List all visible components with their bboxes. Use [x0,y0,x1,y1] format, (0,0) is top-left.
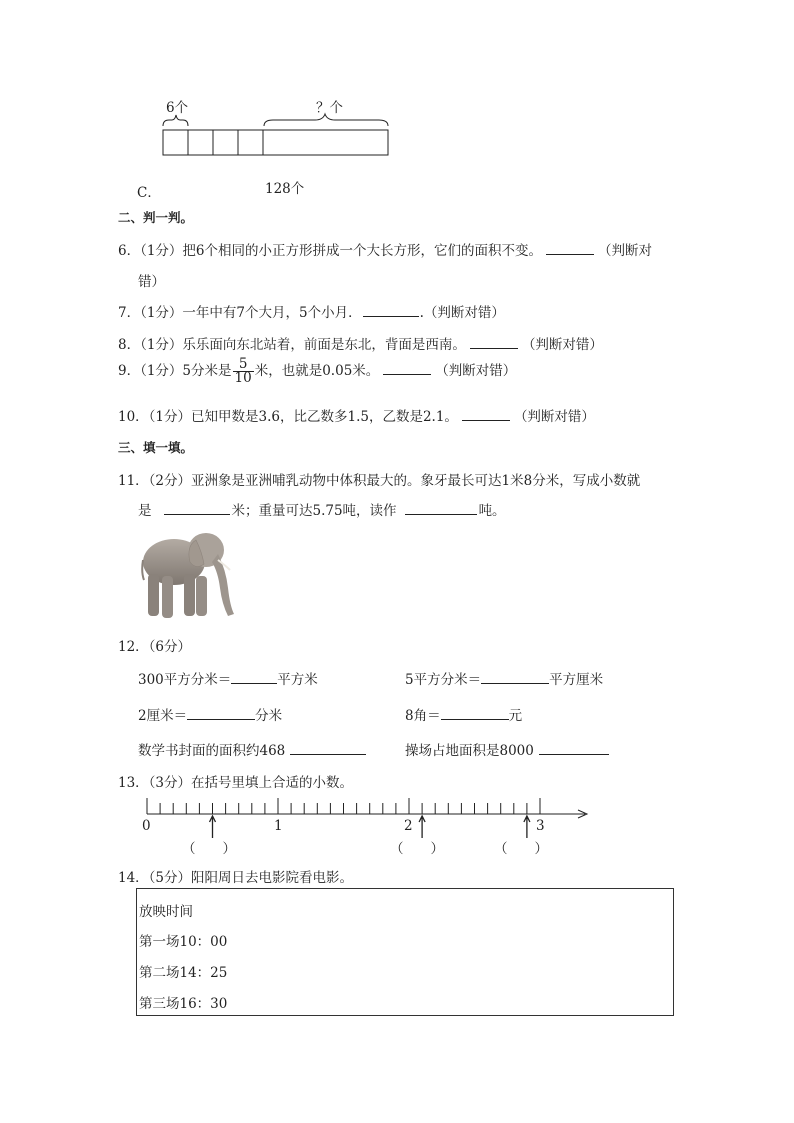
q11-line1: 11．（2分）亚洲象是亚洲哺乳动物中体积最大的。象牙最长可达1米8分米，写成小数就 [118,473,641,489]
q9-fraction [233,358,254,385]
number-line-markers [210,816,530,838]
q6-tail: （判断对 [598,243,653,259]
q9-tail: （判断对错） [435,363,517,379]
q9-denominator: 10 [234,370,252,386]
q5-top-label: 6个 [166,100,189,116]
q12-r3-right [405,739,609,759]
q7-tail: .（判断对错） [419,305,505,321]
bar-outline [163,130,388,155]
q13-title: 13．（3分）在括号里填上合适的小数。 [118,775,354,791]
schedule-title: 放映时间 [139,904,193,920]
schedule-row: 第一场10：00 [139,934,228,950]
q8-text: 8．（1分）乐乐面向东北站着，前面是东北，背面是西南。 [118,337,466,353]
q12-r2-right-unit: 元 [508,708,523,724]
q12-blank-3[interactable] [187,705,255,720]
small-brace [163,115,188,126]
large-brace [264,114,388,126]
q12-r1-left-text: 300平方分米＝ [138,672,232,688]
q12-blank-5[interactable] [290,740,366,755]
q12-r1-right [405,668,603,688]
q12-r1-right-text: 5平方分米＝ [405,672,482,688]
q8 [118,333,603,353]
q12-r2-left-text: 2厘米＝ [138,708,188,724]
q11-line2 [138,499,506,519]
q7-text: 7．（1分）一年中有7个大月，5个小月． [118,305,362,321]
q10-blank[interactable] [462,406,510,421]
q12-r2-left-unit: 分米 [255,708,283,724]
q9-blank[interactable] [383,360,431,375]
schedule-row: 第三场16：30 [139,996,228,1012]
q6-line1 [118,239,652,259]
q12-r1-left-unit: 平方米 [277,672,318,688]
q9-numerator: 5 [233,358,254,372]
q8-blank[interactable] [470,334,518,349]
section3-title: 三、填一填。 [118,440,194,455]
q11-text-b: 米；重量可达5.75吨，读作 [231,503,397,519]
q12-blank-4[interactable] [441,705,509,720]
q6-blank[interactable] [546,240,594,255]
position-arrow [524,816,530,838]
q12-blank-1[interactable] [231,669,277,684]
q12-r3-left [138,739,366,759]
q12-title: 12．（6分） [118,639,192,655]
number-line-ticks [147,798,540,814]
position-arrow [419,816,425,838]
q9-pre: 9．（1分）5分米是 [118,363,232,379]
q11-text-c: 吨。 [478,503,506,519]
q12-r3-right-text: 操场占地面积是8000 [405,743,534,759]
q12-r1-right-unit: 平方厘米 [549,672,604,688]
q5-bar-svg [155,112,400,164]
q12-blank-2[interactable] [481,669,549,684]
q12-r1-left [138,668,318,688]
q12-r2-right [405,704,522,724]
q5-unknown-label: ？个 [316,100,343,116]
q10-tail: （判断对错） [513,409,595,425]
section2-title: 二、判一判。 [118,210,194,225]
answer-paren-1[interactable]: （ ） [182,841,236,857]
q9-post: 米，也就是0.05米。 [254,363,380,379]
q5-total-label: 128个 [265,181,305,197]
schedule-box [136,888,674,1016]
answer-paren-2[interactable]: （ ） [390,841,444,857]
answer-paren-3[interactable]: （ ） [494,841,548,857]
q11-blank-1[interactable] [164,500,230,515]
q6-line2: 错） [138,274,165,290]
number-line-label-2: 2 [404,818,413,834]
q5-option-label: C． [137,185,161,201]
q12-r2-right-text: 8角＝ [405,708,441,724]
q10-text: 10．（1分）已知甲数是3.6，比乙数多1.5，乙数是2.1。 [118,409,458,425]
q12-r2-left [138,704,282,724]
number-line-label-1: 1 [274,818,283,834]
q10 [118,405,595,425]
q11-blank-2[interactable] [405,500,477,515]
q9 [118,358,516,385]
elephant-image [140,526,240,622]
number-line-label-0: 0 [142,818,151,834]
q6-text: 6．（1分）把6个相同的小正方形拼成一个大长方形，它们的面积不变。 [118,243,543,259]
schedule-row: 第二场14：25 [139,965,228,981]
number-line-label-3: 3 [536,818,545,834]
q8-tail: （判断对错） [521,337,603,353]
number-line [130,790,600,838]
q7 [118,301,505,321]
q14-title: 14．（5分）阳阳周日去电影院看电影。 [118,870,354,886]
q7-blank[interactable] [363,302,419,317]
q12-r3-left-text: 数学书封面的面积约468 [138,743,286,759]
q11-text-a: 是 [138,503,152,519]
position-arrow [210,816,216,838]
q12-blank-6[interactable] [539,740,609,755]
